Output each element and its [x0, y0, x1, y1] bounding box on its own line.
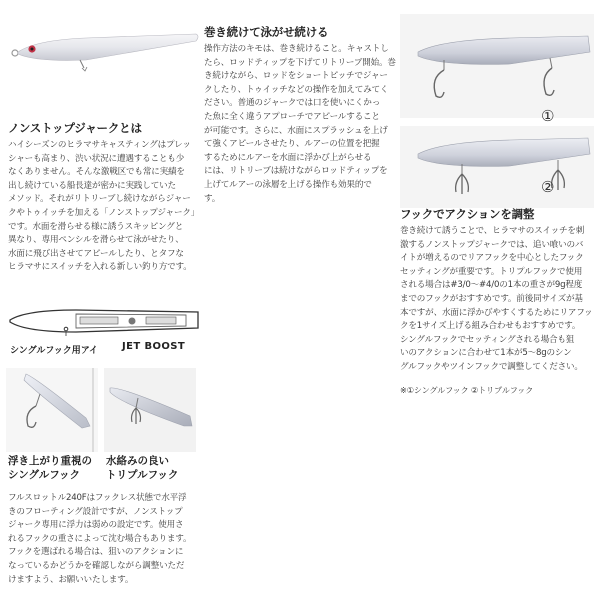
- text-line: き続けながら、ロッドをショートピッチでジャー: [204, 71, 388, 82]
- keep-winding-text: [204, 43, 396, 206]
- caption-line: トリプルフック: [106, 469, 179, 481]
- text-line: フックを選ばれる場合は、狙いのアクションに: [8, 547, 184, 558]
- lure-photo-triple-hook: [400, 126, 594, 208]
- full-throttle-text: [8, 492, 204, 587]
- text-line: クしたり、トゥイッチなどの操作を加えてみてく: [204, 84, 389, 95]
- photo-swim-triple-hook: [104, 368, 196, 452]
- caption-swim-triple-hook: [106, 454, 178, 482]
- hook-badge-two: ②: [541, 178, 555, 196]
- text-line: です。水面を滑らせる様に誘うスキッピングと: [8, 221, 184, 232]
- text-line: メソッド。それがリトリーブし続けながらジャー: [8, 194, 191, 205]
- text-line: たら、ロッドティップを下げてリトリーブ開始。巻: [204, 57, 396, 68]
- text-line: には、リトリーブは続けながらロッドティップを: [204, 166, 388, 177]
- text-line: た魚に全く違うアプローチでアピールすること: [204, 111, 380, 122]
- text-line: シャーも高まり、渋い状況に遭遇することも少: [8, 153, 185, 164]
- text-line: までのフックがおすすめです。前後同サイズが基: [400, 293, 583, 304]
- text-line: きのフローティング設計ですが、ノンストップ: [8, 506, 183, 517]
- text-line: される場合は#3/0～#4/0の1本の重さが9g程度: [400, 280, 583, 291]
- lure-image-top-left: [6, 14, 202, 74]
- text-line: 巻き続けて誘うことで、ヒラマサのスイッチを刺: [400, 226, 585, 236]
- text-line: シングルフックでセッティングされる場合も狙: [400, 334, 575, 345]
- text-line: 操作方法のキモは、巻き続けること。キャストし: [204, 44, 389, 54]
- text-line: なくありません。そんな激戦区でも常に実績を: [8, 167, 185, 178]
- text-line: れるフックの重さによって沈む場合もあります。: [8, 533, 192, 544]
- text-line: が可能です。さらに、水面にスプラッシュを上げ: [204, 125, 388, 136]
- lure-photo-single-hook: [400, 14, 594, 118]
- text-line: なっているかどうかを確認しながら調整いただ: [8, 560, 185, 571]
- caption-line: シングルフック: [8, 469, 80, 481]
- hook-adjust-text: [400, 225, 598, 375]
- text-line: ヒラマサにスイッチを入れる新しい釣り方です。: [8, 262, 192, 273]
- text-line: グルフックやツインフックで調整してください。: [400, 361, 583, 372]
- text-line: フルスロットル240Fはフックレス状態で水平浮: [8, 493, 187, 503]
- stop-jerk-text: [8, 139, 208, 275]
- caption-float-single-hook: [8, 454, 92, 482]
- lure-cutaway-diagram: [6, 306, 202, 336]
- text-line: いのアクションに合わせて1本が5～8gのシン: [400, 348, 572, 359]
- text-line: ジャーク専用に浮力は弱めの設定です。使用さ: [8, 520, 184, 531]
- diagram-label-single-eye: シングルフック用アイ: [10, 346, 98, 356]
- caption-line: 水絡みの良い: [106, 455, 169, 467]
- text-line: けますよう、お願いいたします。: [8, 574, 134, 585]
- text-line: ださい。普通のジャークでは口を使いにくかっ: [204, 98, 381, 109]
- text-line: す。: [204, 193, 221, 204]
- text-line: セッティングが重要です。トリプルフックで使用: [400, 266, 583, 277]
- text-line: 水面に飛び出させてアピールしたり、とタフな: [8, 248, 184, 259]
- hook-adjust-title: フックでアクションを調整: [400, 207, 535, 221]
- caption-line: 浮き上がり重視の: [8, 455, 92, 467]
- text-line: するためにルアーを水面に浮かび上がらせる: [204, 152, 372, 163]
- text-line: 上げてルアーの泳層を上げる操作も効果的で: [204, 179, 372, 190]
- text-line: クやトゥイッチを加える「ノンストップジャーク」: [8, 207, 200, 218]
- text-line: 出し続けている船長達が密かに実践していた: [8, 180, 176, 191]
- hook-note: ※①シングルフック ②トリプルフック: [400, 385, 534, 395]
- hook-badge-one: ①: [541, 107, 555, 125]
- text-line: て強くアピールさせたり、ルアーの位置を把握: [204, 139, 380, 150]
- stop-jerk-title: ノンストップジャークとは: [8, 121, 142, 135]
- photo-float-single-hook: [6, 368, 98, 452]
- text-line: 異なり、専用ペンシルを滑らせて泳がせたり、: [8, 235, 184, 246]
- keep-winding-title: 巻き続けて泳がせ続ける: [204, 25, 329, 39]
- text-line: ハイシーズンのヒラマサキャスティングはプレッ: [8, 140, 191, 150]
- text-line: イトが増えるのでリアフックを中心としたフック: [400, 253, 584, 264]
- diagram-label-jet-boost: JET BOOST: [122, 341, 186, 352]
- text-line: クを1サイズ上げる組み合わせもおすすめです。: [400, 321, 581, 332]
- text-line: 本ですが、水面に浮かびやすくするためにリアフッ: [400, 307, 593, 318]
- text-line: 激するノンストップジャークでは、追い喰いのバ: [400, 239, 584, 250]
